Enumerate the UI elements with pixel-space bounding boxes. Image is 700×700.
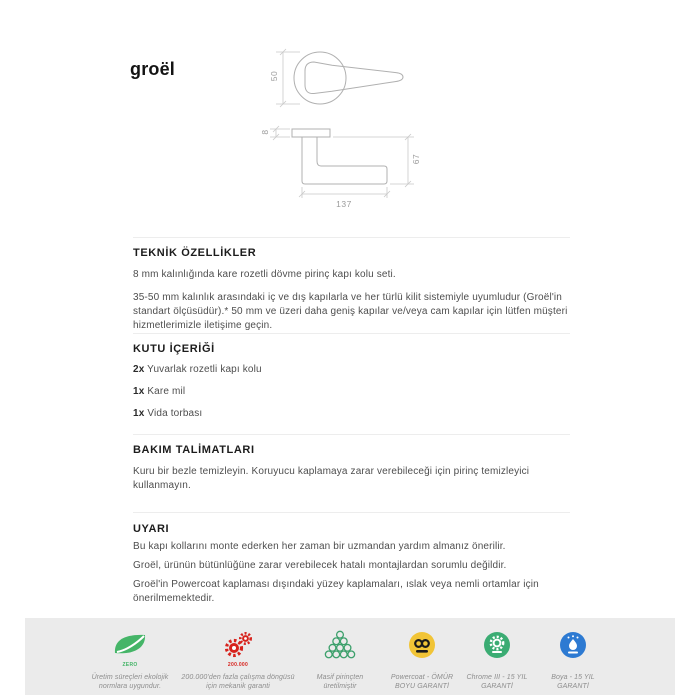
item-label: Kare mil: [144, 386, 186, 397]
front-view: [294, 52, 403, 104]
care-paragraph: Kuru bir bezle temizleyin. Koruyucu kaplamaya zarar verebileceği için pirinç temizleyici kullanmayın.: [133, 466, 530, 491]
item-qty: 2x: [133, 364, 145, 375]
rosette-circle: [294, 52, 346, 104]
badge-powercoat-warranty: [381, 629, 463, 691]
badge-caption: Üretim süreçleri ekolojik normlara uygundur.: [91, 674, 169, 690]
brass-stack-icon: [323, 629, 357, 661]
warning-line: Bu kapı kollarını monte ederken her zaman bir uzmandan yardım almanız önerilir.: [133, 541, 506, 552]
warning-line: Groël'in Powercoat kaplaması dışındaki yüzey kaplamaları, ıslak veya nemli ortamlar için önerilmemektedir.: [133, 579, 539, 604]
item-label: Yuvarlak rozetli kapı kolu: [144, 364, 262, 375]
section-technical-specs: [133, 247, 573, 333]
dimension-label-50: 50: [269, 70, 279, 82]
badge-caption: Chrome III - 15 YIL GARANTİ: [466, 674, 528, 690]
warning-line: Groël, ürünün bütünlüğüne zarar verebilecek hatalı montajlardan sorumlu değildir.: [133, 560, 507, 571]
divider: [133, 512, 570, 513]
footer-badges-band: [25, 618, 675, 695]
chrome-gear-icon: [483, 629, 511, 661]
badge-solid-brass: [304, 629, 376, 691]
divider: [133, 333, 570, 334]
divider: [133, 434, 570, 435]
item-label: Vida torbası: [144, 408, 203, 419]
gears-icon: [223, 629, 253, 661]
section-care-instructions: [133, 444, 573, 493]
section-warning: [133, 523, 573, 606]
badge-tag: ZERO: [122, 662, 138, 668]
section-title: BAKIM TALİMATLARI: [133, 444, 255, 456]
item-qty: 1x: [133, 386, 145, 397]
badge-chrome-warranty: [458, 629, 536, 691]
spec-paragraph: 35-50 mm kalınlık arasındaki iç ve dış kapılarla ve her türlü kilit sistemiyle uyumludur (Groël'in standart ölçüsüdür).* 50 mm ve üzeri daha geniş kapılar ve/veya cam kapılar için lütfen müşteri hizmetlerimizle iletişime geçin.: [133, 292, 568, 331]
badge-paint-warranty: [542, 629, 604, 691]
badge-mechanical-warranty: [178, 629, 298, 691]
brand-logo: groël: [130, 59, 176, 79]
dimension-label-137: 137: [336, 199, 352, 209]
dimension-label-67: 67: [411, 153, 421, 165]
item-qty: 1x: [133, 408, 145, 419]
list-item: [133, 407, 573, 421]
badge-tag: 200.000: [227, 662, 249, 668]
handle-side-outline: [302, 137, 387, 184]
technical-drawing: [240, 40, 460, 220]
badge-caption: Powercoat - ÖMÜR BOYU GARANTİ: [390, 674, 454, 690]
badge-caption: Masif pirinçten üretilmiştir: [316, 674, 364, 690]
section-box-contents: [133, 343, 573, 421]
badge-eco: [80, 629, 180, 691]
rosette-side: [292, 129, 330, 137]
paint-drop-icon: [559, 629, 587, 661]
spec-paragraph: 8 mm kalınlığında kare rozetli dövme pirinç kapı kolu seti.: [133, 269, 396, 280]
list-item: [133, 385, 573, 399]
eco-leaf-icon: [113, 629, 147, 661]
badge-caption: 200.000'den fazla çalışma döngüsü için mekanik garanti: [181, 674, 295, 690]
dimension-label-8: 8: [260, 129, 270, 135]
front-dimensions: [276, 49, 300, 107]
list-item: [133, 363, 573, 377]
section-title: TEKNİK ÖZELLİKLER: [133, 247, 257, 259]
lever-outline: [305, 62, 403, 94]
section-title: KUTU İÇERİĞİ: [133, 343, 215, 355]
badge-caption: Boya - 15 YIL GARANTİ: [551, 674, 595, 690]
section-title: UYARI: [133, 523, 170, 535]
divider: [133, 237, 570, 238]
powercoat-infinity-icon: [408, 629, 436, 661]
